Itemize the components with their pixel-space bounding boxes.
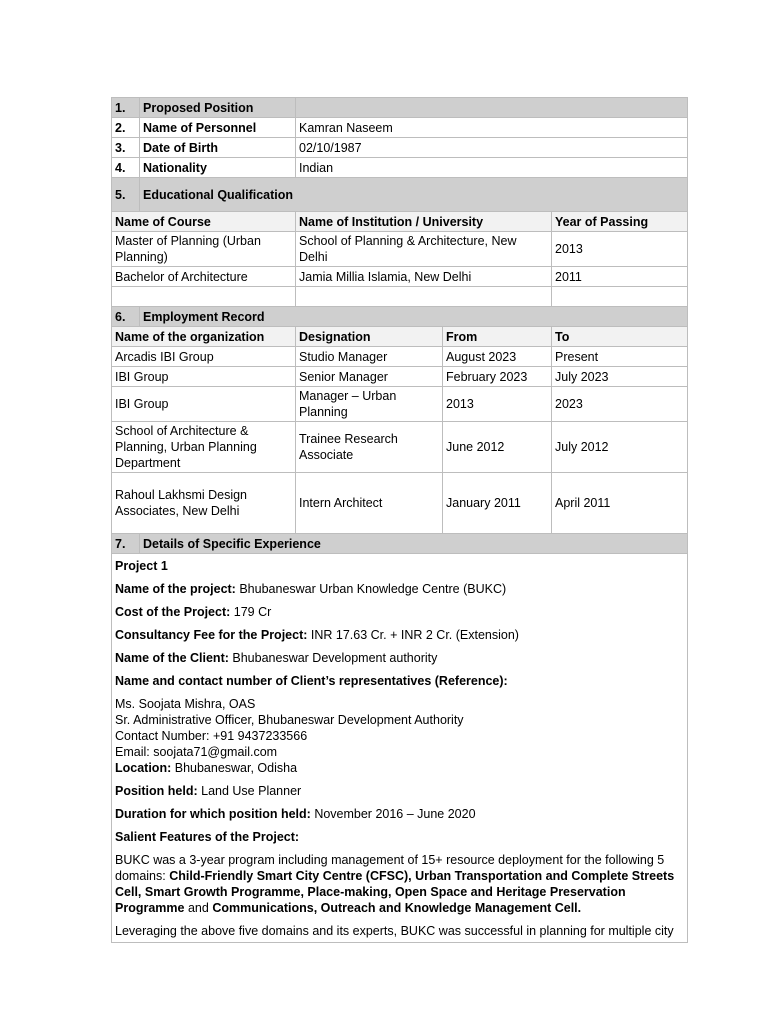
header-from: From [443,327,552,347]
cell-designation: Manager – Urban Planning [296,387,443,422]
table-row-empty [112,287,688,307]
cell-organization: Arcadis IBI Group [112,347,296,367]
section-title: Employment Record [140,307,688,327]
section-experience-header [112,534,688,554]
reference-block [115,696,684,776]
header-to: To [552,327,688,347]
header-organization: Name of the organization [112,327,296,347]
location-value: Bhubaneswar, Odisha [174,760,298,775]
client-value: Bhubaneswar Development authority [232,650,438,665]
experience-body-row [112,554,688,943]
position-line [115,783,684,799]
row-name-of-personnel [112,118,688,138]
cell-course: Master of Planning (Urban Planning) [112,232,296,267]
reference-title: Sr. Administrative Officer, Bhubaneswar Development Authority [115,712,464,727]
cell-empty [296,287,552,307]
cell-from: January 2011 [443,473,552,534]
cell-designation: Intern Architect [296,473,443,534]
duration-label: Duration for which position held: [115,806,311,821]
row-nationality [112,158,688,178]
header-year: Year of Passing [552,212,688,232]
label-nationality: Nationality [140,158,296,178]
header-institution: Name of Institution / University [296,212,552,232]
position-label: Position held: [115,783,198,798]
employment-column-headers [112,327,688,347]
section-education-header [112,178,688,212]
row-number: 3. [112,138,140,158]
cell-designation: Senior Manager [296,367,443,387]
table-row [112,347,688,367]
project-name-value: Bhubaneswar Urban Knowledge Centre (BUKC) [239,581,507,596]
header-designation: Designation [296,327,443,347]
reference-email: Email: soojata71@gmail.com [115,744,278,759]
cv-table [111,97,688,943]
cell-year: 2013 [552,232,688,267]
cell-to: 2023 [552,387,688,422]
project-name-line [115,581,684,597]
reference-label: Name and contact number of Client’s representatives (Reference): [115,673,508,688]
cell-organization: Rahoul Lakhsmi Design Associates, New Delhi [112,473,296,534]
salient-domains-a: Child-Friendly Smart City Centre (CFSC), Urban Transportation and Complete Streets Cell, Smart Growth Programme, Place-making, Open Space and Heritage Preservation Programme [115,868,675,915]
salient-paragraph [115,852,684,916]
table-row [112,422,688,473]
cell-institution: Jamia Millia Islamia, New Delhi [296,267,552,287]
fee-line [115,627,684,643]
label-proposed-position: Proposed Position [140,98,296,118]
cell-course: Bachelor of Architecture [112,267,296,287]
section-employment-header [112,307,688,327]
cell-institution: School of Planning & Architecture, New Delhi [296,232,552,267]
fee-value: INR 17.63 Cr. + INR 2 Cr. (Extension) [310,627,519,642]
project-name-label: Name of the project: [115,581,236,596]
leveraging-line: Leveraging the above five domains and its experts, BUKC was successful in planning for multiple city [115,923,674,938]
reference-name: Ms. Soojata Mishra, OAS [115,696,256,711]
duration-line [115,806,684,822]
cell-designation: Trainee Research Associate [296,422,443,473]
value-date-of-birth: 02/10/1987 [296,138,688,158]
cost-value: 179 Cr [233,604,272,619]
cell-to: July 2023 [552,367,688,387]
salient-intro: BUKC was a 3-year program including management of 15+ resource deployment for the following 5 domains: [115,852,665,883]
cost-label: Cost of the Project: [115,604,231,619]
value-proposed-position [296,98,688,118]
section-number: 7. [112,534,140,554]
cell-empty [552,287,688,307]
cost-line [115,604,684,620]
cell-to: July 2012 [552,422,688,473]
cell-organization: IBI Group [112,387,296,422]
cell-from: August 2023 [443,347,552,367]
cell-organization: IBI Group [112,367,296,387]
salient-domains-b: Communications, Outreach and Knowledge Management Cell. [212,900,582,915]
location-line [115,760,684,776]
cell-organization: School of Architecture & Planning, Urban Planning Department [112,422,296,473]
fee-label: Consultancy Fee for the Project: [115,627,308,642]
cell-to: Present [552,347,688,367]
label-name-of-personnel: Name of Personnel [140,118,296,138]
experience-body [112,554,688,943]
label-date-of-birth: Date of Birth [140,138,296,158]
section-title: Educational Qualification [140,178,688,212]
section-number: 6. [112,307,140,327]
table-row [112,387,688,422]
cell-designation: Studio Manager [296,347,443,367]
row-number: 4. [112,158,140,178]
salient-label: Salient Features of the Project: [115,829,300,844]
table-row [112,267,688,287]
value-name-of-personnel: Kamran Naseem [296,118,688,138]
row-number: 2. [112,118,140,138]
cell-from: June 2012 [443,422,552,473]
row-number: 1. [112,98,140,118]
cell-empty [112,287,296,307]
value-nationality: Indian [296,158,688,178]
project-heading: Project 1 [115,558,168,573]
client-line [115,650,684,666]
position-value: Land Use Planner [201,783,302,798]
location-label: Location: [115,760,172,775]
salient-and: and [187,900,209,915]
cell-from: February 2023 [443,367,552,387]
table-row [112,232,688,267]
education-column-headers [112,212,688,232]
table-row [112,367,688,387]
header-course: Name of Course [112,212,296,232]
section-title: Details of Specific Experience [140,534,688,554]
cell-from: 2013 [443,387,552,422]
reference-contact: Contact Number: +91 9437233566 [115,728,308,743]
cell-year: 2011 [552,267,688,287]
client-label: Name of the Client: [115,650,229,665]
duration-value: November 2016 – June 2020 [314,806,476,821]
table-row [112,473,688,534]
row-date-of-birth [112,138,688,158]
cell-to: April 2011 [552,473,688,534]
row-proposed-position [112,98,688,118]
section-number: 5. [112,178,140,212]
